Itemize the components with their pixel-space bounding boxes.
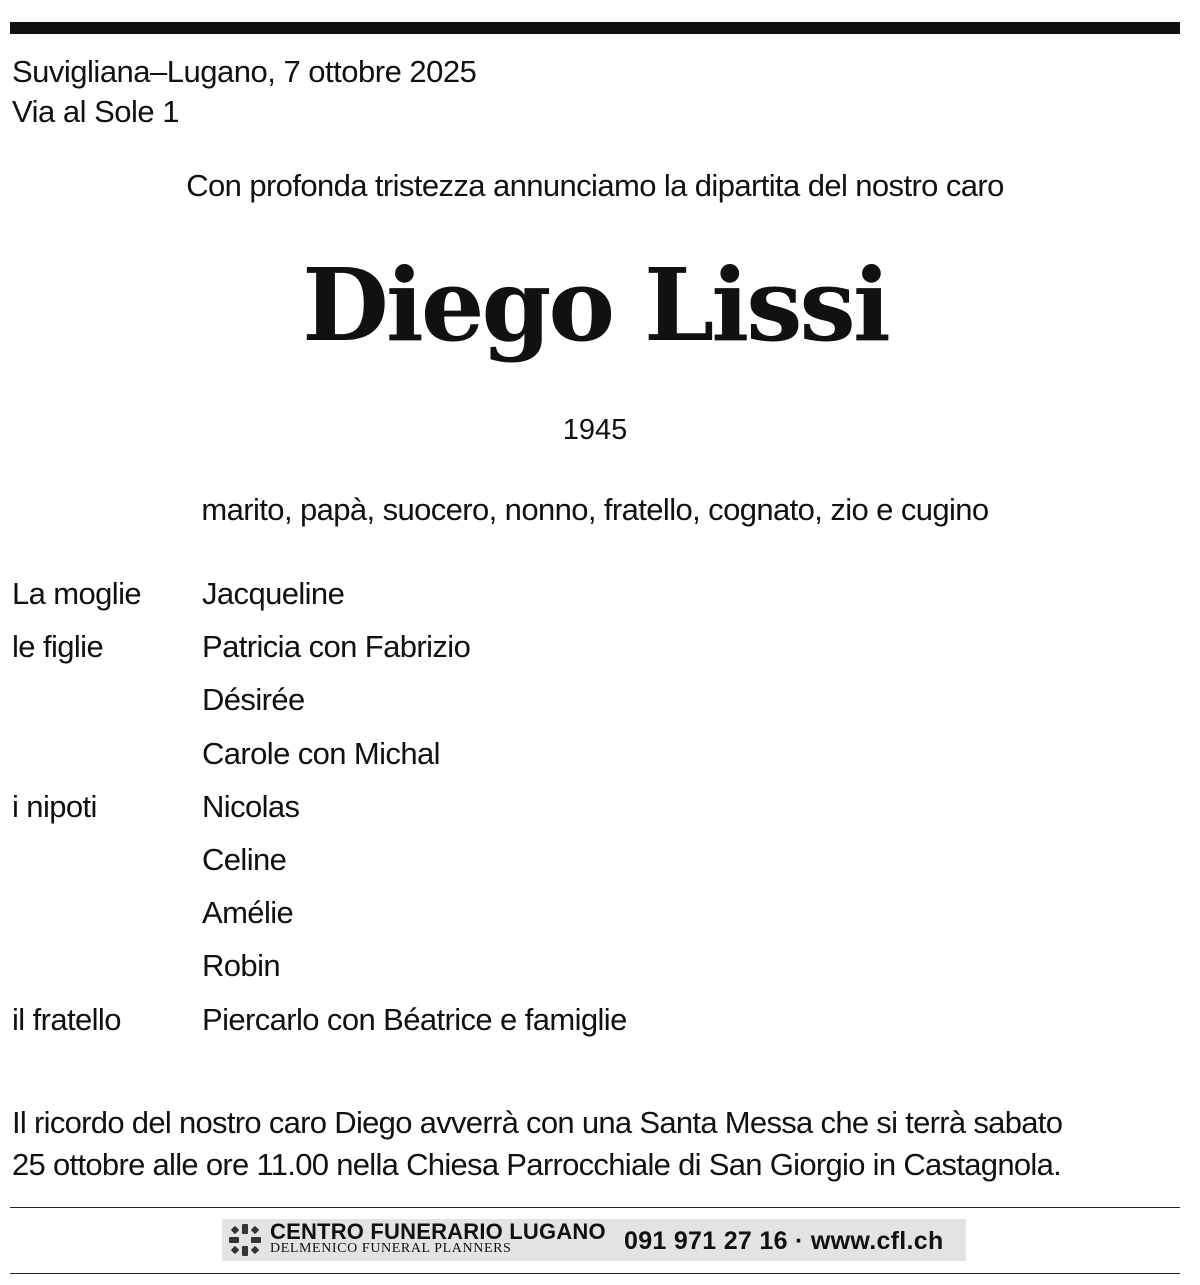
- family-role: il fratello: [12, 1001, 121, 1037]
- footer-brand: [270, 1219, 615, 1261]
- remembrance-line: 25 ottobre alle ore 11.00 nella Chiesa Parrocchiale di San Giorgio in Castagnola.: [12, 1147, 1062, 1182]
- family-member-name: Patricia con Fabrizio: [202, 629, 471, 665]
- family-member-name: Jacqueline: [202, 576, 345, 611]
- family-role: i nipoti: [12, 788, 97, 824]
- address: Via al Sole 1: [12, 94, 179, 129]
- place-date: Suvigliana–Lugano, 7 ottobre 2025: [12, 54, 477, 89]
- birth-year: 1945: [562, 414, 628, 446]
- family-member-name: Piercarlo con Béatrice e famiglie: [202, 1001, 627, 1037]
- family-member-name: Désirée: [202, 682, 305, 718]
- family-member-name: Nicolas: [202, 788, 300, 824]
- footer-top-rule: [10, 1207, 1180, 1208]
- remembrance-line: Il ricordo del nostro caro Diego avverrà con una Santa Messa che si terrà sabato: [12, 1105, 1063, 1140]
- family-member-name: Celine: [202, 841, 287, 877]
- relations-line: marito, papà, suocero, nonno, fratello, cognato, zio e cugino: [201, 492, 989, 527]
- footer-bottom-rule: [10, 1273, 1180, 1274]
- family-role: La moglie: [12, 576, 142, 611]
- top-border-rule: [10, 22, 1180, 34]
- remembrance-text: [12, 1102, 1062, 1186]
- deceased-name: Diego Lissi: [302, 246, 888, 364]
- family-role: le figlie: [12, 629, 104, 665]
- brand-title: CENTRO FUNERARIO LUGANO: [270, 1219, 606, 1244]
- cfl-logo-icon: [227, 1222, 263, 1258]
- place-date-block: [12, 52, 476, 132]
- family-member-name: Carole con Michal: [202, 735, 440, 771]
- family-member-name: Amélie: [202, 895, 294, 931]
- family-member-name: Robin: [202, 948, 280, 984]
- footer-contact: 091 971 27 16 · www.cfl.ch: [624, 1227, 944, 1255]
- intro-text: Con profonda tristezza annunciamo la dipartita del nostro caro: [186, 168, 1004, 203]
- brand-subtitle: DELMENICO FUNERAL PLANNERS: [270, 1241, 512, 1256]
